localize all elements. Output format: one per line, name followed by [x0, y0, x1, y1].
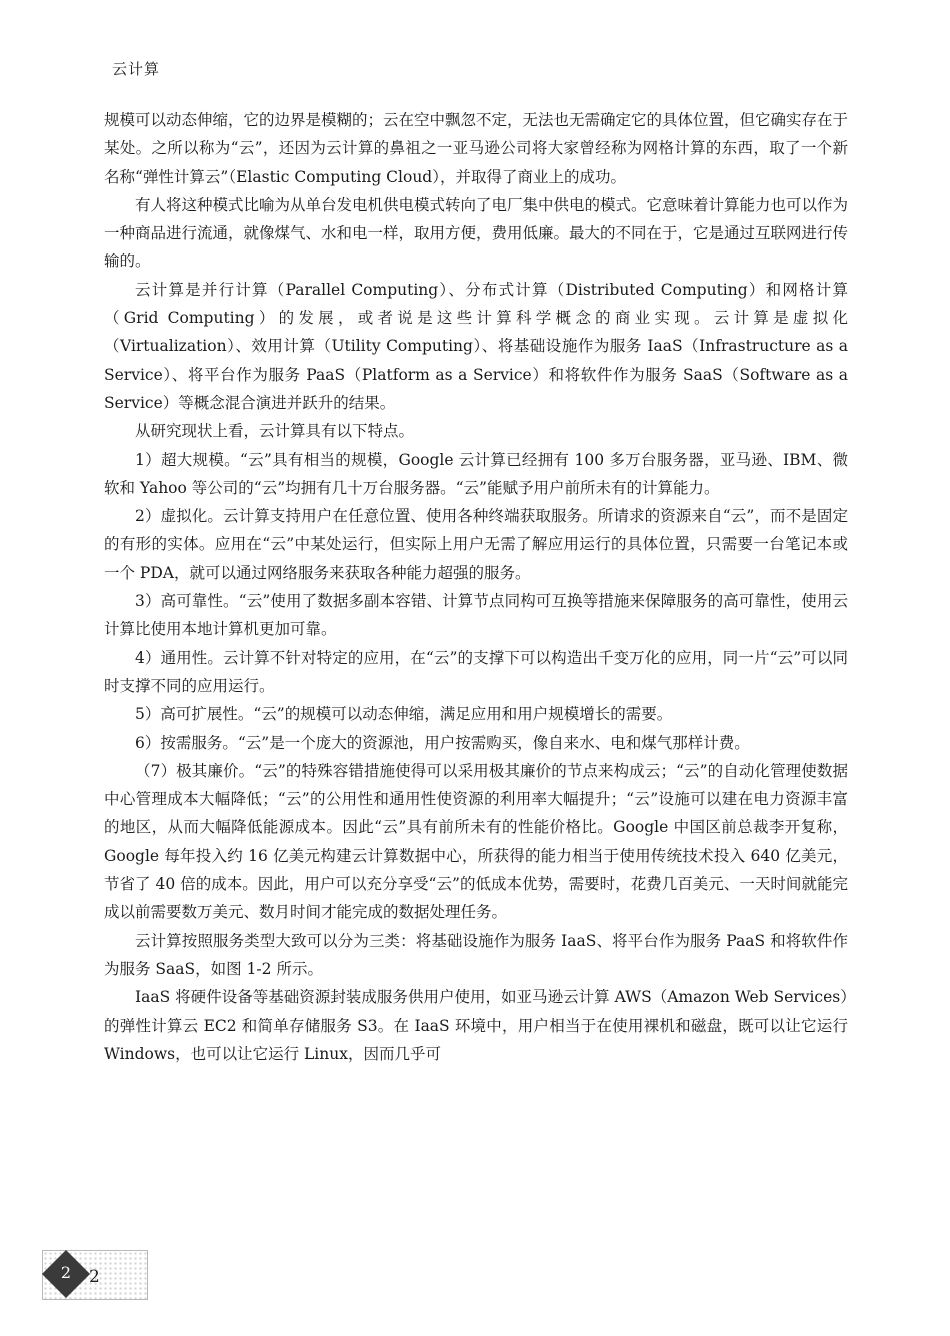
- list-item-paragraph: 1）超大规模。“云”具有相当的规模，Google 云计算已经拥有 100 多万台服务器，亚马逊、IBM、微软和 Yahoo 等公司的“云”均拥有几十万台服务器。“云”能赋予用户前所未有的计算能力。: [104, 450, 848, 497]
- paragraph: 有人将这种模式比喻为从单台发电机供电模式转向了电厂集中供电的模式。它意味着计算能力也可以作为一种商品进行流通，就像煤气、水和电一样，取用方便，费用低廉。最大的不同在于，它是通过互联网进行传输的。: [104, 195, 849, 271]
- page-number-badge: [42, 1250, 148, 1300]
- body-text: [104, 106, 848, 1068]
- list-item-paragraph: 4）通用性。云计算不针对特定的应用，在“云”的支撑下可以构造出千变万化的应用，同一片“云”可以同时支撑不同的应用运行。: [104, 648, 848, 695]
- list-item-paragraph: （7）极其廉价。“云”的特殊容错措施使得可以采用极其廉价的节点来构成云；“云”的自动化管理使数据中心管理成本大幅降低；“云”的公用性和通用性使资源的利用率大幅提升；“云”设施可以建在电力资源丰富的地区，从而大幅降低能源成本。因此“云”具有前所未有的性能价格比。Google 中国区前总裁李开复称，Google 每年投入约 16 亿美元构建云计算数据中心，所获得的能力相当于使用传统技术投入 640 亿美元，节省了 40 倍的成本。因此，用户可以充分享受“云”的低成本优势，需要时，花费几百美元、一天时间就能完成以前需要数万美元、数月时间才能完成的数据处理任务。: [104, 761, 848, 922]
- paragraph: 云计算按照服务类型大致可以分为三类：将基础设施作为服务 IaaS、将平台作为服务 PaaS 和将软件作为服务 SaaS，如图 1-2 所示。: [104, 931, 848, 978]
- paragraph: 云计算是并行计算（Parallel Computing）、分布式计算（Distributed Computing）和网格计算（Grid Computing）的发展，或者说是这些计算科学概念的商业实现。云计算是虚拟化（Virtualization）、效用计算（Utility Computing）、将基础设施作为服务 IaaS（Infrastructure as a Service）、将平台作为服务 PaaS（Platform as a Service）和将软件作为服务 SaaS（Software as a Service）等概念混合演进并跃升的结果。: [104, 280, 848, 412]
- list-item-paragraph: 6）按需服务。“云”是一个庞大的资源池，用户按需购买，像自来水、电和煤气那样计费。: [135, 733, 750, 752]
- list-item-paragraph: 5）高可扩展性。“云”的规模可以动态伸缩，满足应用和用户规模增长的需要。: [135, 705, 673, 724]
- page-number: 2: [89, 1267, 100, 1287]
- paragraph: 规模可以动态伸缩，它的边界是模糊的；云在空中飘忽不定，无法也无需确定它的具体位置，但它确实存在于某处。之所以称为“云”，还因为云计算的鼻祖之一亚马逊公司将大家曾经称为网格计算的东西，取了一个新名称“弹性计算云”（Elastic Computing Cloud），并取得了商业上的成功。: [104, 111, 849, 186]
- list-item-paragraph: 3）高可靠性。“云”使用了数据多副本容错、计算节点同构可互换等措施来保障服务的高可靠性，使用云计算比使用本地计算机更加可靠。: [104, 592, 848, 639]
- paragraph: IaaS 将硬件设备等基础资源封装成服务供用户使用，如亚马逊云计算 AWS（Amazon Web Services）的弹性计算云 EC2 和简单存储服务 S3。在 IaaS 环境中，用户相当于在使用裸机和磁盘，既可以让它运行 Windows，也可以让它运行 Linux，因而几乎可: [104, 988, 848, 1063]
- paragraph: 从研究现状上看，云计算具有以下特点。: [135, 422, 415, 441]
- diamond-page-number: 2: [60, 1263, 72, 1282]
- list-item-paragraph: 2）虚拟化。云计算支持用户在任意位置、使用各种终端获取服务。所请求的资源来自“云”，而不是固定的有形的实体。应用在“云”中某处运行，但实际上用户无需了解应用运行的具体位置，只需要一台笔记本或一个 PDA，就可以通过网络服务来获取各种能力超强的服务。: [104, 507, 848, 582]
- running-header-title: 云计算: [112, 60, 161, 78]
